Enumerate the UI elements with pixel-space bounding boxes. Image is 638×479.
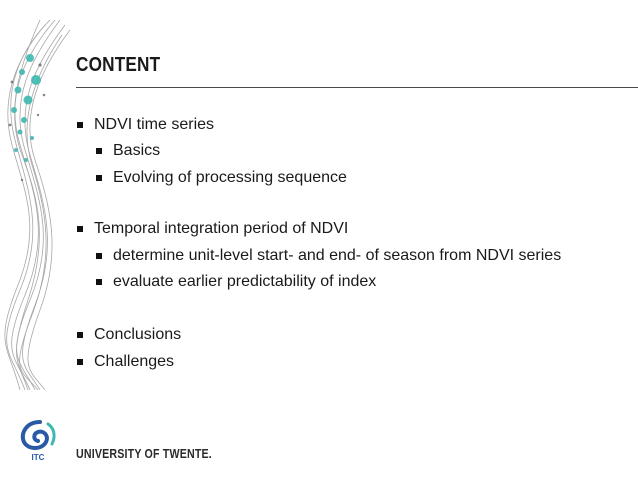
logo-text: ITC: [31, 453, 45, 462]
bullet-text: Temporal integration period of NDVI: [94, 220, 349, 237]
university-name: UNIVERSITY OF TWENTE.: [76, 446, 212, 461]
bullet-icon: [77, 359, 83, 365]
itc-logo-icon: [18, 418, 58, 462]
bullet-icon: [96, 148, 102, 154]
bullet-text: Basics: [113, 142, 161, 159]
bullet-text: evaluate earlier predictability of index: [113, 273, 377, 290]
bullet-icon: [96, 253, 102, 259]
bullet-icon: [96, 279, 102, 285]
bullet-text: NDVI time series: [94, 116, 215, 133]
bullet-text: Conclusions: [94, 326, 182, 343]
bullet-text: determine unit-level start- and end- of season from NDVI series: [113, 247, 562, 264]
bullet-text: Challenges: [94, 353, 175, 370]
bullet-text: Evolving of processing sequence: [113, 169, 347, 186]
title-divider: [76, 87, 638, 88]
bullet-icon: [77, 122, 83, 128]
wavy-lines-decoration: [0, 20, 75, 390]
slide-title: CONTENT: [76, 54, 161, 76]
bullet-icon: [96, 175, 102, 181]
bullet-icon: [77, 332, 83, 338]
bullet-icon: [77, 226, 83, 232]
